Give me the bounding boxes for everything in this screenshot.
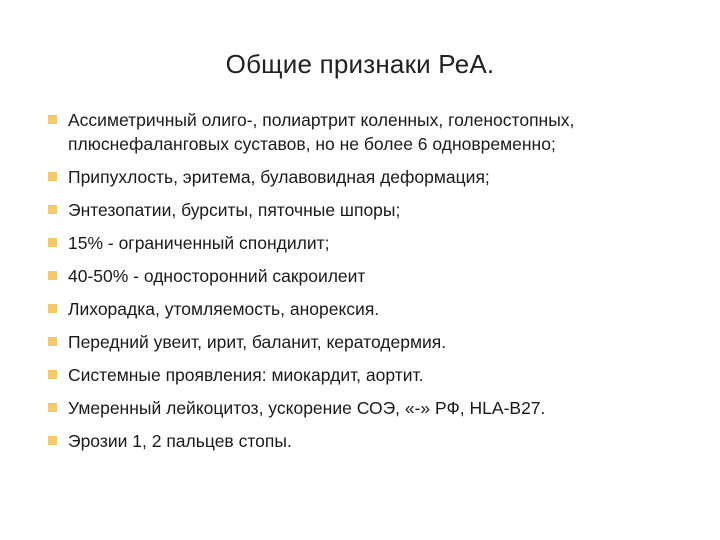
bullet-list bbox=[48, 108, 688, 462]
bullet-item bbox=[48, 363, 688, 387]
bullet-text: Припухлость, эритема, булавовидная деформация; bbox=[68, 167, 490, 187]
bullet-text: Ассиметричный олиго-, полиартрит коленных, голеностопных, плюснефаланговых суставов, но не более 6 одновременно; bbox=[68, 110, 575, 154]
bullet-item bbox=[48, 330, 688, 354]
bullet-text: Энтезопатии, бурситы, пяточные шпоры; bbox=[68, 200, 401, 220]
bullet-text: Системные проявления: миокардит, аортит. bbox=[68, 365, 424, 385]
square-bullet-icon bbox=[48, 337, 57, 346]
bullet-item bbox=[48, 264, 688, 288]
bullet-item bbox=[48, 198, 688, 222]
bullet-item bbox=[48, 165, 688, 189]
bullet-text: Передний увеит, ирит, баланит, кератодермия. bbox=[68, 332, 447, 352]
bullet-text: 15% - ограниченный спондилит; bbox=[68, 233, 330, 253]
square-bullet-icon bbox=[48, 436, 57, 445]
square-bullet-icon bbox=[48, 238, 57, 247]
square-bullet-icon bbox=[48, 271, 57, 280]
square-bullet-icon bbox=[48, 370, 57, 379]
bullet-item bbox=[48, 108, 688, 156]
square-bullet-icon bbox=[48, 172, 57, 181]
bullet-text: Умеренный лейкоцитоз, ускорение СОЭ, «-» РФ, HLA-B27. bbox=[68, 398, 546, 418]
bullet-item bbox=[48, 396, 688, 420]
bullet-text: Лихорадка, утомляемость, анорексия. bbox=[68, 299, 380, 319]
bullet-item bbox=[48, 297, 688, 321]
bullet-text: 40-50% - односторонний сакроилеит bbox=[68, 266, 366, 286]
slide-title: Общие признаки РеА. bbox=[225, 49, 495, 79]
square-bullet-icon bbox=[48, 115, 57, 124]
square-bullet-icon bbox=[48, 304, 57, 313]
bullet-text: Эрозии 1, 2 пальцев стопы. bbox=[68, 431, 292, 451]
bullet-item bbox=[48, 429, 688, 453]
bullet-item bbox=[48, 231, 688, 255]
square-bullet-icon bbox=[48, 403, 57, 412]
square-bullet-icon bbox=[48, 205, 57, 214]
